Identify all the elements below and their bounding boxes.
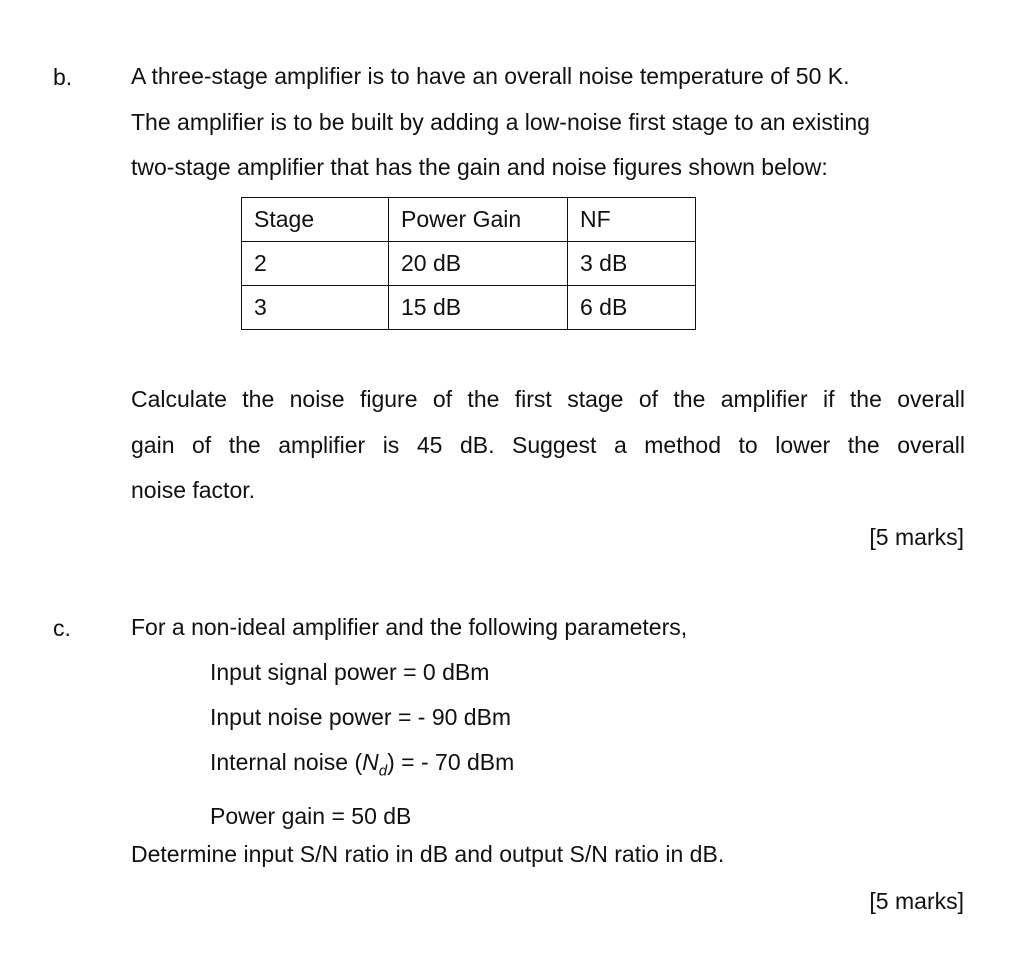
- table-cell-nf: 6 dB: [568, 286, 696, 330]
- table-header-row: [242, 198, 696, 242]
- part-b-intro-line: A three-stage amplifier is to have an overall noise temperature of 50 K.: [131, 63, 850, 89]
- stage-gain-noise-table: [241, 197, 696, 330]
- table-cell-stage: 2: [242, 242, 389, 286]
- table-header-power-gain: Power Gain: [389, 198, 568, 242]
- part-b-question-line: gain of the amplifier is 45 dB. Suggest a method to lower the overall: [131, 431, 965, 458]
- param-input-noise: Input noise power = - 90 dBm: [210, 704, 512, 730]
- table-row: [242, 286, 696, 330]
- param-input-signal: Input signal power = 0 dBm: [210, 659, 490, 685]
- part-b-question: [131, 377, 965, 514]
- part-c-question-line: Determine input S/N ratio in dB and output S/N ratio in dB.: [131, 841, 725, 867]
- part-c-intro-line: For a non-ideal amplifier and the following parameters,: [131, 614, 688, 640]
- table-header-stage: Stage: [242, 198, 389, 242]
- part-b-question-line: Calculate the noise figure of the first stage of the amplifier if the overall: [131, 386, 965, 412]
- part-c-marks: [5 marks]: [869, 888, 964, 914]
- part-c-parameters: [210, 650, 514, 839]
- table-cell-power-gain: 20 dB: [389, 242, 568, 286]
- part-b-marks: [5 marks]: [869, 524, 964, 550]
- table-cell-power-gain: 15 dB: [389, 286, 568, 330]
- param-internal-noise: [210, 740, 514, 794]
- part-c-intro: [131, 605, 965, 651]
- table-row: [242, 242, 696, 286]
- part-b-label: b.: [53, 64, 73, 90]
- table-header-nf: NF: [568, 198, 696, 242]
- param-internal-noise-suffix: ) = - 70 dBm: [387, 749, 515, 775]
- param-power-gain: Power gain = 50 dB: [210, 802, 412, 829]
- param-internal-noise-symbol: N: [362, 749, 379, 775]
- part-c-label: c.: [53, 615, 71, 641]
- part-b-question-line: noise factor.: [131, 477, 256, 503]
- table-cell-stage: 3: [242, 286, 389, 330]
- param-internal-noise-prefix: Internal noise (: [210, 749, 363, 775]
- param-internal-noise-subscript: d: [378, 762, 388, 780]
- part-c-question: [131, 832, 965, 878]
- part-b-intro-line: two-stage amplifier that has the gain and noise figures shown below:: [131, 154, 828, 180]
- part-b-intro: [131, 54, 965, 191]
- part-b-intro-line: The amplifier is to be built by adding a low-noise first stage to an existing: [131, 108, 870, 135]
- table-cell-nf: 3 dB: [568, 242, 696, 286]
